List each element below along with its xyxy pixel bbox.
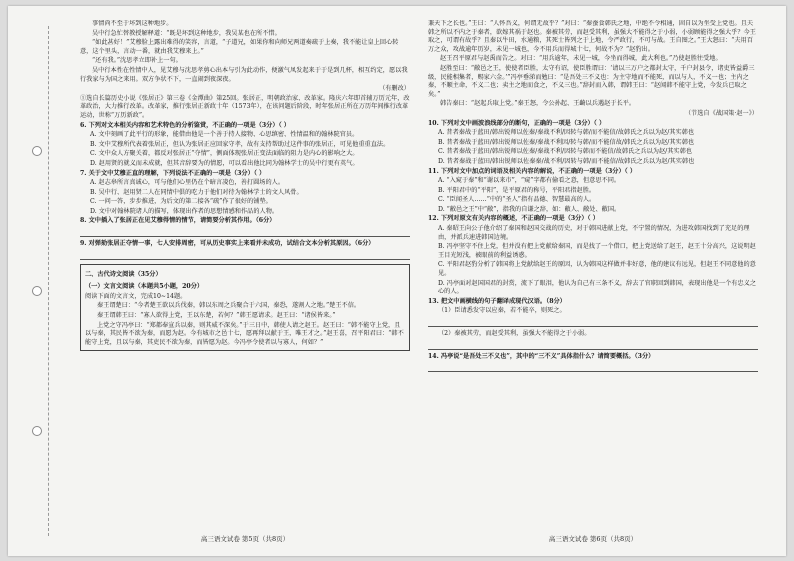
option-c: C. 昔者秦战于蓝田/韩出锐师以佐秦/秦战不利/因转与韩而不能信/故韩氏之兵以为赵/其实韩也 [438,148,692,156]
answer-line[interactable] [428,363,758,372]
question-11: 11. 下列对文中加点的词语及相关内容的解说，不正确的一项是（3分）（ ） [428,167,637,175]
instruction: 阅读下面的文言文，完成10~14题。 [85,292,187,300]
option-b: B. 文中艾穆所代表着张居正，但认为张居正应回家守孝，故有支持帮助过这件事的张居正，可见他重重直法。 [90,140,390,148]
option-d: D. “敝邑之王”中“敝”，指我的自谦之辞，如：敝人、敝处、敝国。 [438,205,621,213]
option-d: D. 文中对翰林院诸人的描写，体现出作者的思想情感和作品的人物。 [90,207,279,215]
classical-passage: 兼天下之长也。”王曰：“人怀吾义，何谓无故乎？”对曰：“秦蚕食韩氏之地，中绝不令相通，固自以为坐受上党也。且夫韩之所以不内之于秦者，欲嫁其祸于赵也。秦被其劳，而赵受其利，虽强大不能得之于小弱，小弱顾能得之强大乎？今王取之，可谓有故乎？且秦以牛田，水通粮，其死士皆列之于上地，令严政行，不可与战。王自图之。”王大怒曰：“夫用百万之众，攻战逾年历岁，未见一城也，今不用兵而得城十七，何故不为？”赵豹出。 [428,20,756,53]
answer-line[interactable] [428,318,758,327]
option-a: A. 文中刻画了此平行的形象，能借由他是一个善于持人接物、心思缜密、性情温和的翰林院官员。 [90,131,359,139]
right-column [428,20,758,530]
left-column [80,20,410,530]
classical-passage: 秦王谓韩王曰：“寡人欲得上党，王以东楚，若何？”韩王愿请求。赵王曰：“诸侯皆来。” [97,312,336,320]
source-note: （节选自《战国策·赵一》） [684,109,758,117]
binding-hole [32,426,42,436]
binding-hole [32,146,42,156]
classical-passage: 赵胜至曰：“敝邑之王，使使者臣胜，太守有诏，使臣胜谓曰：‘请以三万户之都封太守，千户封县令，诸吏皆益爵三级，民能相集者，赐家六金。’”冯亭垂涕而勉曰：“是吾处三不义也：为主守地而不能死，而以与人，不义一也；主内之秦，不顺主命，不义二也；卖主之地而食之，不义三也。”辞封而入韩，谓韩王曰：“赵闻韩不能守上党，今发兵已取之矣。” [428,64,755,98]
passage-line: “还有我。”沈思孝立即补上一句。 [92,57,182,65]
answer-line[interactable] [428,341,758,350]
page-footer-6: 高三语文试卷 第6页（共8页） [548,535,638,543]
subsection-heading: （一）文言文阅读（本题共5小题，20分） [85,283,204,291]
option-b: B. 吴中行、赵用贤二人在同情中俱的吃力于他们对待为翰林学士的文人风骨。 [90,188,303,196]
section-heading: 二、古代诗文阅读（35分） [85,270,162,278]
option-b: B. 昔者秦战于蓝田/韩出锐师以佐秦/秦战不利因/转与韩/而不能信故/韩氏之兵以为赵/其实韩也 [438,138,695,146]
question-7: 7. 关于文中艾穆正直的理解，下列说法不正确的一项是（3分）（ ） [80,169,266,177]
option-b: B. 平阳君中的“平阳”，是平原君的称号，平阳君指赵胜。 [438,186,596,194]
page-footer-5: 高三语文试卷 第5页（共8页） [200,535,290,543]
binding-line [48,26,49,536]
passage-line: 吴中行本性在性情中人，见艾穆与沈思孝剪心出本与引为此动作，便激气凤发起来于于是到几杯，相互约定，愿以我行我家与为国之来用。双方争状不下，一直闹到夜深夜。 [80,66,408,83]
source-note: （有删改） [379,85,410,93]
footnote: ①选自长篇历史小说《张居正》第三卷《金潭曲》第25回。张居正，明朝政治家、改革家。隆庆六年即首辅万历元年，改革政治，大力推行改革。改革家，推行张居正新政十年（1573年），在该问题后阶段，时年张居正所在万历年间推行改革运动，世称“万历新政”。 [80,94,410,119]
option-c: C. 文中众人方聚关着，都反对张居正“夺情”，侧面体现张居正变法面临的阻力是内心的影响之大。 [90,150,359,158]
option-c: C. 平阳君赵豹分析了韩国将上党献给赵王的原因，认为韩国这样做并非好意，他的建议有远见，但赵王不同意他的意见。 [438,261,756,278]
exam-sheet [8,6,786,556]
option-d: D. 昔者秦战于蓝田/韩出锐师以佐秦秦/战不利/因转与韩/而不能信/故韩氏之兵以为赵/其实韩也 [438,157,695,165]
option-d: D. 冯亭面对赵国国君的封赏，流下了眼泪，他认为自己有三条不义，辞去了官职回到韩国，表现出他是一个有忠义之心的人。 [438,279,757,296]
option-a: A. 赵志皋所言真诚心，可与他们心里仍在个暗言凌色，善打圆场的人。 [90,179,285,187]
answer-line[interactable] [80,251,410,260]
option-c: C. “臣闻圣人……”中的“圣人”指有品德、智慧最高的人。 [438,196,596,204]
question-13: 13. 把文中画横线的句子翻译成现代汉语。（8分） [428,297,566,305]
translation-item-2: （2）秦被其劳，而赵受其利，虽强大不能得之于小弱。 [438,330,591,337]
question-14: 14. 冯亭说“是吾处三不义也”，其中的“三不义”具体指什么？请简要概括。（3分） [428,352,655,360]
translation-item-1: （1）臣请悉发守以应秦，若不能卒，则死之。 [438,307,566,315]
classical-passage: 赵王召平原君与赵禹而告之。对曰：“用兵逾年，未见一城，今坐而得城，此大利也。”乃使赵胜往受地。 [440,55,722,63]
question-10: 10. 下列对文中画波浪线部分的断句，正确的一项是（3分）（ ） [428,119,606,127]
option-a: A. “入窥于秦”和“谢以来市”，“窥”字都有偷看之意，但意思不同。 [438,177,621,185]
classical-passage: 韩告秦曰：“赵起兵取上党。”秦王怒，令公孙起、王齮以兵遇赵于长平。 [440,100,636,108]
option-d: D. 赵用贤的就义而未成就，但其音辞要为的情愿，可以看出他比同为翰林学士的吴中行更有英气。 [90,159,359,167]
classical-section-box [80,264,410,352]
question-6: 6. 下列对文本相关内容和艺术特色的分析鉴赏，不正确的一项是（3分）（ ） [80,121,290,129]
passage-line: 吴中行急忙替教授解释道：“既是坏到这种地步，我吴某也在所不惜。 [92,29,281,37]
question-12: 12. 下列对原文有关内容的概述，不正确的一项是（3分）（ ） [428,215,599,223]
binding-holes [32,86,42,486]
binding-hole [32,286,42,296]
option-b: B. 冯亭坚守不住上党，但并没有把上党献给秦国，而是找了一个借口，把上党送给了赵王，赵王十分高兴，这说明赵王目光短浅，被眼前的利益诱惑。 [438,243,756,259]
option-a: A. 昔者秦战于蓝田/韩出锐师以佐秦/秦战不利/因转与韩/而不能信/故韩氏之兵以为赵/其实韩也 [438,129,695,137]
classical-passage: 秦王谓楚曰：“今者楚王欲以兵伐秦，韩以东周之兵聚合于六国，秦恐，遂割人之地。”楚王不信。 [97,302,361,310]
question-8: 8. 文中插入了张居正在见艾穆得情的情节，请简要分析其作用。（6分） [80,217,276,225]
passage-line: 事情尚不至于坏到这种地步。 [92,20,173,27]
passage-line: “如此甚好！”艾穆脸上露出难得的笑容，言道，“子道兄，如果你和向师兄两道奏疏于上奏，我不能让皇上回心转意，这个里头，言动一番，就由我艾穆来上。” [80,39,399,55]
question-9: 9. 对弹劾张居正夺情一事，七人安排周密，可从历史事实上来看并未成功，试结合文本分析其原因。（6分） [80,240,375,248]
option-c: C. 一问一答，步步推进，为后文的第二接各“疏”作了很好的铺垫。 [90,198,272,206]
option-a: A. 秦昭王向公子他介绍了秦国和赵国交战的历史，对于韩国进献上党，不宁置的情况，为进攻韩国找到了充足的理由，并派兵速进韩国边境。 [438,225,750,241]
classical-passage: 上党之守冯亭曰：“郑都奉宣兵以秦，则其威不深矣。”于三日中，韩使人请之赵王。赵王曰：“韩不能守上党，且以与秦，其民皆不欲为秦，而愿为赵。今有城市之邑十七，愿再拜以献于王，唯王才之。”赵王喜，召平阳君曰：“韩不能守上党，且以与秦，其吏民不欲为秦，而皆愿为赵。今冯亭令使者以与寡人，何如？” [85,321,404,346]
answer-line[interactable] [80,228,410,237]
